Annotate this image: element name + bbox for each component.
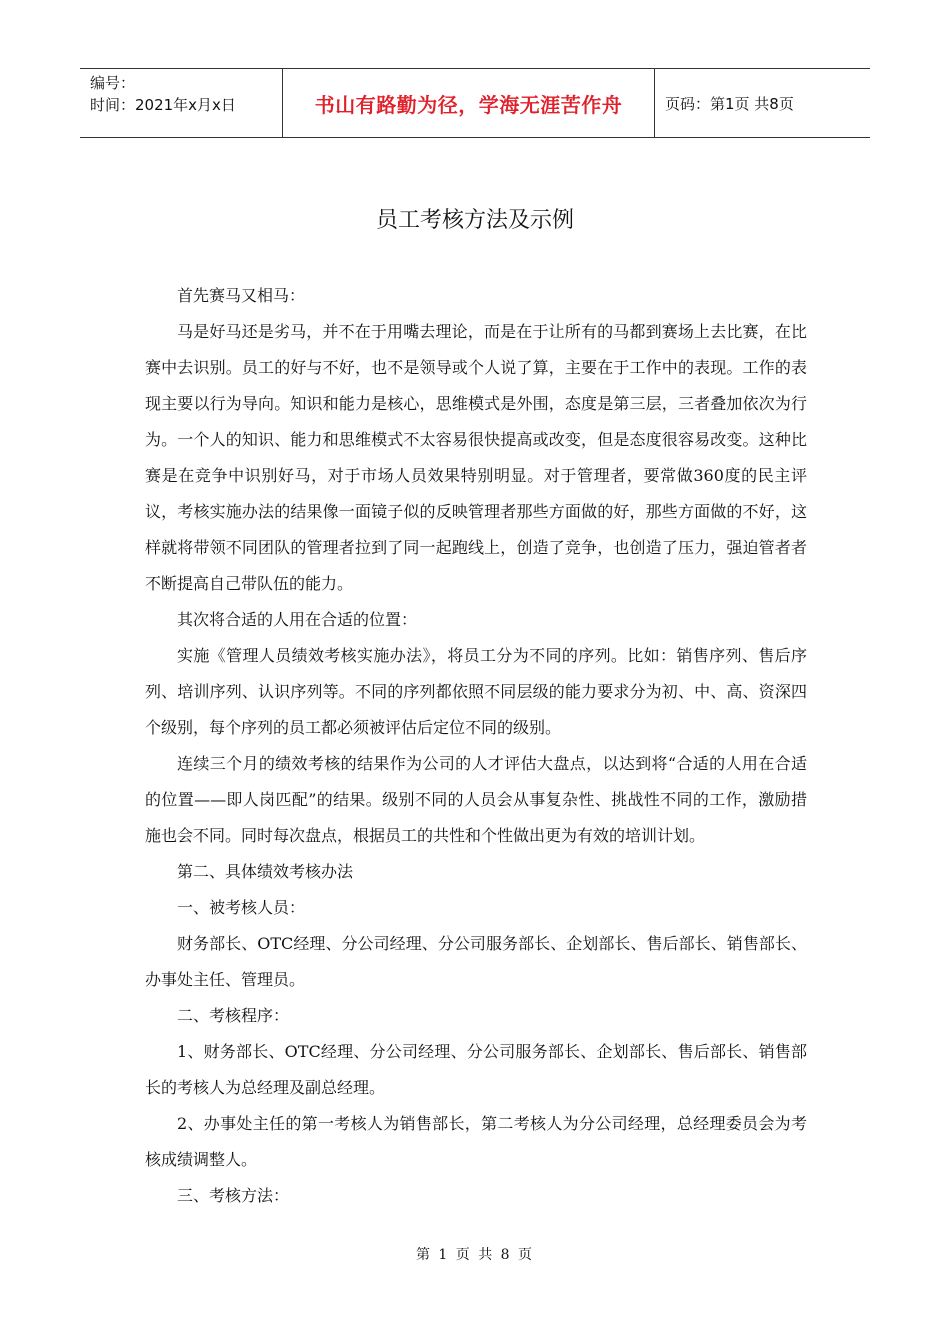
document-title: 员工考核方法及示例 (375, 208, 574, 233)
paragraph: 马是好马还是劣马，并不在于用嘴去理论，而是在于让所有的马都到赛场上去比赛，在比赛中去识别。员工的好与不好，也不是领导或个人说了算，主要在于工作中的表现。工作的表现主要以行为导向。知识和能力是核心，思维模式是外围，态度是第三层，三者叠加依次为行为。一个人的知识、能力和思维模式不太容易很快提高或改变，但是态度很容易改变。这种比赛是在竞争中识别好马，对于市场人员效果特别明显。对于管理者，要常做360度的民主评议，考核实施办法的结果像一面镜子似的反映管理者那些方面做的好，那些方面做的不好，这样就将带领不同团队的管理者拉到了同一起跑线上，创造了竞争，也创造了压力，强迫管者者不断提高自己带队伍的能力。 (145, 322, 807, 593)
document-date: 时间：2021年x月x日 (90, 96, 236, 114)
paragraph: 实施《管理人员绩效考核实施办法》，将员工分为不同的序列。比如：销售序列、售后序列、培训序列、认识序列等。不同的序列都依照不同层级的能力要求分为初、中、高、资深四个级别，每个序列的员工都必须被评估后定位不同的级别。 (145, 646, 807, 737)
document-body (145, 278, 807, 1214)
paragraph: 1、财务部长、OTC经理、分公司经理、分公司服务部长、企划部长、售后部长、销售部长的考核人为总经理及副总经理。 (145, 1042, 807, 1097)
document-number-label: 编号： (90, 74, 136, 92)
paragraph: 三、考核方法： (177, 1186, 290, 1205)
paragraph: 二、考核程序： (177, 1006, 290, 1025)
header-meta (80, 69, 282, 137)
paragraph: 一、被考核人员： (177, 898, 306, 917)
page-footer: 第 1 页 共 8 页 (415, 1247, 535, 1263)
paragraph: 连续三个月的绩效考核的结果作为公司的人才评估大盘点，以达到将“合适的人用在合适的位置——即人岗匹配”的结果。级别不同的人员会从事复杂性、挑战性不同的工作，激励措施也会不同。同时每次盘点，根据员工的共性和个性做出更为有效的培训计划。 (145, 754, 807, 845)
paragraph: 首先赛马又相马： (177, 286, 306, 305)
page-header (80, 68, 870, 138)
paragraph: 第二、具体绩效考核办法 (177, 862, 354, 881)
paragraph: 2、办事处主任的第一考核人为销售部长，第二考核人为分公司经理，总经理委员会为考核成绩调整人。 (145, 1114, 807, 1169)
paragraph: 财务部长、OTC经理、分公司经理、分公司服务部长、企划部长、售后部长、销售部长、办事处主任、管理员。 (145, 934, 807, 989)
header-page-info: 页码：第1页 共8页 (665, 94, 794, 113)
header-motto: 书山有路勤为径，学海无涯苦作舟 (282, 69, 655, 137)
paragraph: 其次将合适的人用在合适的位置： (177, 610, 418, 629)
